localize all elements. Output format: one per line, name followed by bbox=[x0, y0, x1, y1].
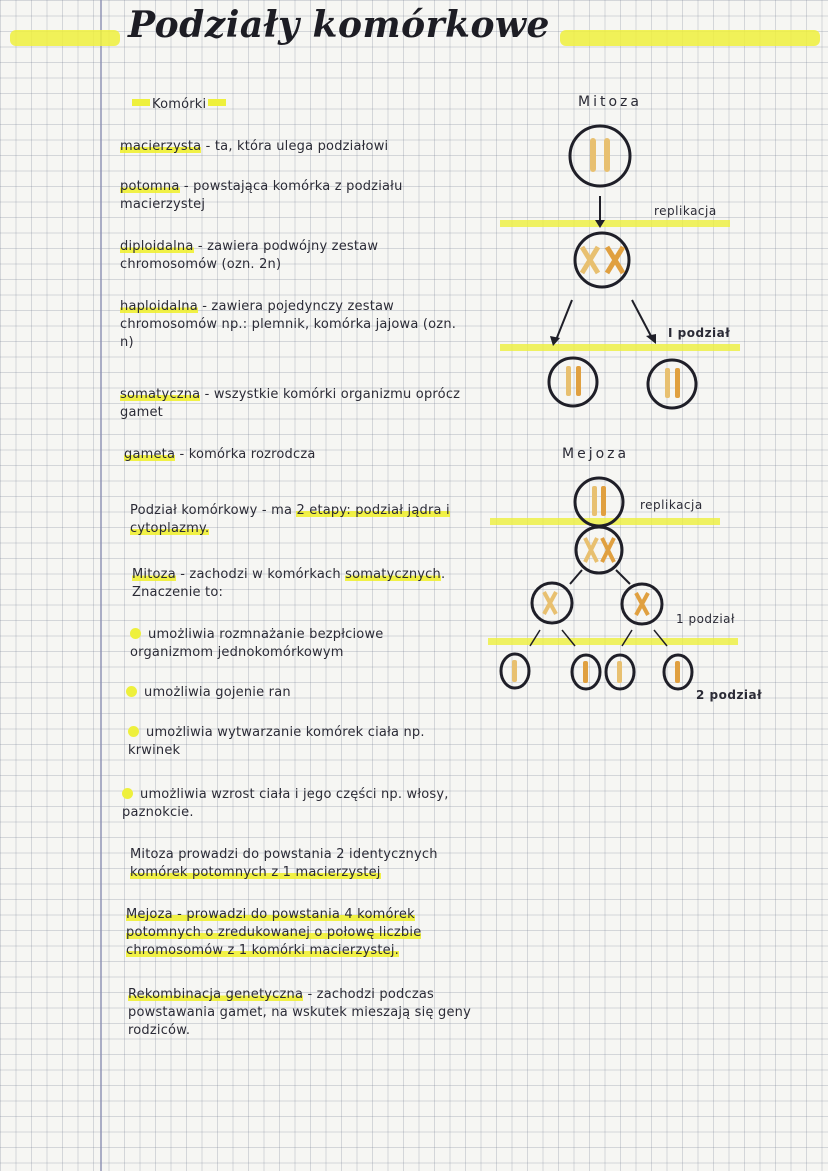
mitosis-replicated-cell bbox=[575, 233, 629, 287]
x-chromosome-mark bbox=[602, 538, 614, 562]
definition-gameta: gameta - komórka rozrodcza bbox=[124, 447, 316, 462]
meiosis-replicated-cell bbox=[576, 527, 622, 573]
chromosome-mark bbox=[665, 368, 670, 398]
chromosome-mark bbox=[576, 366, 581, 396]
mitosis-mother-cell bbox=[570, 126, 630, 186]
bullet-item: umożliwia wzrost ciała i jego części np. włosy, paznokcie. bbox=[122, 787, 449, 820]
arrow-right bbox=[616, 570, 630, 584]
arrow-second-division bbox=[562, 630, 575, 646]
bullet-item: umożliwia gojenie ran bbox=[126, 684, 456, 702]
meiosis-first-division-cell bbox=[532, 583, 572, 623]
definition-diploidalna: diploidalna - zawiera podwójny zestaw chromosomów (ozn. 2n) bbox=[120, 239, 379, 272]
page-title: Podziały komórkowe bbox=[128, 4, 550, 46]
recombination-definition: Rekombinacja genetyczna - zachodzi podczas powstawania gamet, na wskutek mieszają się geny rodziców. bbox=[128, 987, 471, 1038]
mitosis-intro: Mitoza - zachodzi w komórkach somatycznych. Znaczenie to: bbox=[132, 567, 446, 600]
meiosis-definition: Mejoza - prowadzi do powstania 4 komórek potomnych o zredukowanej o połowę liczbie chromosomów z 1 komórki macierzystej. bbox=[126, 907, 422, 958]
meiosis-second-division-label: 2 podział bbox=[696, 688, 763, 702]
section-heading: Komórki bbox=[132, 96, 226, 114]
chromosome-mark bbox=[617, 661, 622, 683]
bullet-dot-icon bbox=[130, 628, 141, 639]
first-division-label: I podział bbox=[668, 326, 731, 340]
mitosis-label: Mitoza bbox=[578, 94, 642, 110]
meiosis-mother-cell bbox=[575, 478, 623, 526]
bullet-dot-icon bbox=[122, 788, 133, 799]
meiosis-gamete-cell bbox=[664, 655, 692, 689]
mitosis-daughter-cell bbox=[648, 360, 696, 408]
mitosis-daughter-cell bbox=[549, 358, 597, 406]
chromosome-mark bbox=[583, 661, 588, 683]
arrowhead-icon bbox=[550, 336, 560, 346]
meiosis-gamete-cell bbox=[606, 655, 634, 689]
arrow-second-division bbox=[530, 630, 540, 646]
arrow-second-division bbox=[654, 630, 667, 646]
arrow-left bbox=[570, 570, 582, 584]
arrow-second-division bbox=[622, 630, 632, 646]
mitosis-division-band bbox=[500, 344, 740, 351]
meiosis-first-division-cell bbox=[622, 584, 662, 624]
division-description: Podział komórkowy - ma 2 etapy: podział jądra i cytoplazmy. bbox=[130, 503, 450, 536]
arrow-right bbox=[632, 300, 652, 338]
mitosis-replication-band bbox=[500, 220, 730, 227]
definition-haploidalna: haploidalna - zawiera pojedynczy zestaw chromosomów np.: plemnik, komórka jajowa (ozn. n) bbox=[120, 299, 457, 350]
chromosome-mark bbox=[590, 138, 596, 172]
x-chromosome-mark bbox=[585, 538, 597, 562]
meiosis-gamete-cell bbox=[572, 655, 600, 689]
replication-label: replikacja bbox=[640, 498, 703, 512]
definition-macierzysta: macierzysta - ta, która ulega podziałowi bbox=[120, 139, 389, 154]
chromosome-mark bbox=[592, 486, 597, 516]
arrowhead-icon bbox=[646, 334, 656, 344]
meiosis-replication-band bbox=[490, 518, 720, 525]
meiosis-gamete-cell bbox=[501, 654, 529, 688]
x-chromosome-mark bbox=[544, 592, 556, 614]
meiosis-first-division-label: 1 podział bbox=[676, 612, 735, 626]
definition-somatyczna: somatyczna - wszystkie komórki organizmu oprócz gamet bbox=[120, 387, 461, 420]
x-chromosome-mark bbox=[607, 247, 623, 273]
bullet-item: umożliwia rozmnażanie bezpłciowe organizmom jednokomórkowym bbox=[130, 627, 384, 660]
chromosome-mark bbox=[675, 661, 680, 683]
mitosis-result: Mitoza prowadzi do powstania 2 identycznych komórek potomnych z 1 macierzystej bbox=[130, 847, 438, 880]
chromosome-mark bbox=[566, 366, 571, 396]
chromosome-mark bbox=[675, 368, 680, 398]
x-chromosome-mark bbox=[636, 593, 648, 615]
meiosis-label: Mejoza bbox=[562, 446, 630, 462]
arrowhead-icon bbox=[595, 220, 605, 228]
arrow-left bbox=[556, 300, 572, 340]
title-highlight-right bbox=[560, 30, 820, 46]
chromosome-mark bbox=[601, 486, 606, 516]
notebook-margin-line bbox=[100, 0, 102, 1171]
bullet-dot-icon bbox=[126, 686, 137, 697]
meiosis-division-band bbox=[488, 638, 738, 645]
chromosome-mark bbox=[512, 660, 517, 682]
definition-potomna: potomna - powstająca komórka z podziału macierzystej bbox=[120, 179, 403, 212]
x-chromosome-mark bbox=[582, 247, 598, 273]
chromosome-mark bbox=[604, 138, 610, 172]
title-highlight-left bbox=[10, 30, 120, 46]
bullet-item: umożliwia wytwarzanie komórek ciała np. krwinek bbox=[128, 725, 425, 758]
bullet-dot-icon bbox=[128, 726, 139, 737]
replication-label: replikacja bbox=[654, 204, 717, 218]
